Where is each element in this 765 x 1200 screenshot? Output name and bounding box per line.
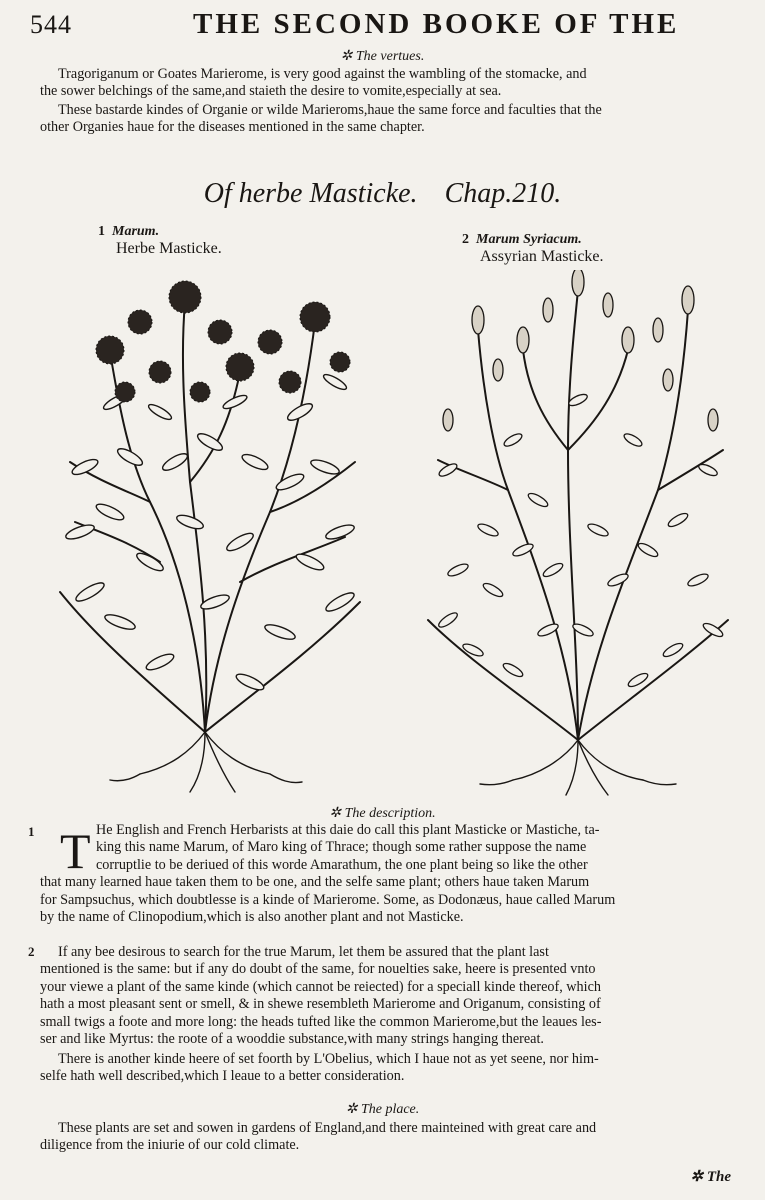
vertues-heading: ✲ The vertues. [340,49,425,64]
text-line: that many learned haue taken them to be one, and the selfe same plant; others haue taken Marum [40,874,590,891]
figure-latin-name: Marum. [112,224,160,239]
text-line: These plants are set and sowen in gardens of England,and there mainteined with great care and [58,1120,597,1136]
text-line: selfe hath well described,which I leaue to a better consideration. [40,1068,405,1085]
figure-english-name: Assyrian Masticke. [480,248,604,265]
figure-latin-name: Marum Syriacum. [476,232,582,247]
herbe-masticke-illustration [40,262,380,802]
vertues-paragraph-1 [40,66,743,101]
text-line: He English and French Herbarists at this daie do call this plant Masticke or Mastiche, ta- [96,822,600,838]
page-number: 544 [30,10,72,39]
paragraph-number-1: 1 [28,824,35,839]
text-line: other Organies haue for the diseases mentioned in the same chapter. [40,119,425,136]
figure-number: 1 [98,224,105,239]
text-line: corruptlie to be deriued of this worde Amarathum, the one plant being so like the other [96,856,588,873]
page-header [28,6,741,42]
figure-2-label [462,232,604,266]
text-line: diligence from the iniurie of our cold climate. [40,1137,300,1154]
chapter-title [0,178,765,210]
figure-number: 2 [462,232,469,247]
text-line: your viewe a plant of the same kinde (which cannot be reiected) for a speciall kinde thereof, which [40,978,601,995]
text-line: mentioned is the same: but if any do doubt of the same, for nouelties sake, heere is presented vnto [40,961,596,978]
figure-1-label [98,224,222,258]
drop-cap: T [60,823,91,879]
text-line: Tragoriganum or Goates Marierome, is very good against the wambling of the stomacke, and [58,66,587,82]
chapter-name: Of herbe Masticke. [203,178,418,209]
place-heading: ✲ The place. [345,1102,420,1117]
catchword: ✲ The [690,1169,731,1185]
text-line: ser and like Myrtus: the roote of a wooddie substance,with many strings hanging thereat. [40,1031,544,1048]
text-line: hath a most pleasant sent or smell, & in shewe resembleth Marierome and Origanum, consisting of [40,996,601,1013]
assyrian-masticke-illustration [418,270,738,800]
chapter-number: Chap.210. [444,178,562,209]
place-paragraph [40,1120,743,1155]
figure-english-name: Herbe Masticke. [116,240,222,257]
text-line: for Sampsuchus, which doubtlesse is a kinde of Marierome. Some, as Dodonæus, haue called Marum [40,891,616,908]
text-line: the sower belchings of the same,and staieth the desire to vomite,especially at sea. [40,83,502,100]
text-line: These bastarde kindes of Organie or wilde Marieroms,haue the same force and faculties that the [58,102,602,118]
description-paragraph-2 [40,944,743,1048]
text-line: by the name of Clinopodium,which is also another plant and not Masticke. [40,909,464,926]
description-paragraph-1 [40,822,743,926]
vertues-paragraph-2 [40,102,743,137]
description-paragraph-3 [40,1051,743,1086]
description-heading: ✲ The description. [329,806,436,821]
text-line: king this name Marum, of Maro king of Thrace; though some rather suppose the name [96,839,587,856]
text-line: There is another kinde heere of set foorth by L'Obelius, which I haue not as yet seene, nor him- [58,1051,599,1067]
paragraph-number-2: 2 [28,944,35,959]
text-line: If any bee desirous to search for the true Marum, let them be assured that the plant last [58,944,549,960]
running-head: THE SECOND BOOKE OF THE [193,8,680,40]
text-line: small twigs a foote and more long: the heads tufted like the common Marierome,but the leaues les- [40,1013,602,1030]
